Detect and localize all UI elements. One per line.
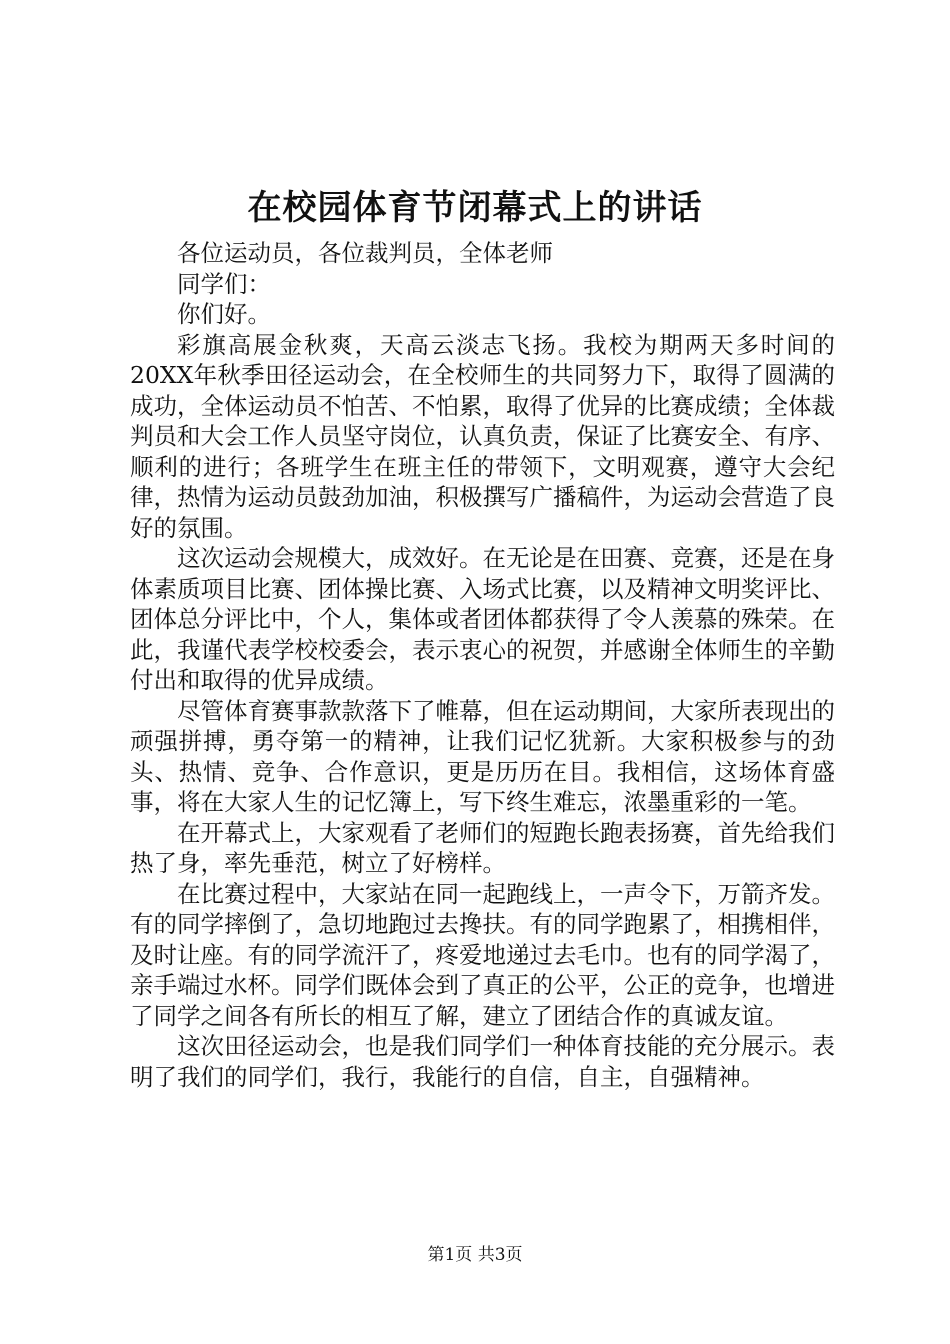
body-paragraph: 彩旗高展金秋爽，天高云淡志飞扬。我校为期两天多时间的20XX年秋季田径运动会，在全校师生的共同努力下，取得了圆满的成功，全体运动员不怕苦、不怕累，取得了优异的比赛成绩；全体裁判员和大会工作人员坚守岗位，认真负责，保证了比赛安全、有序、顺利的进行；各班学生在班主任的带领下，文明观赛，遵守大会纪律，热情为运动员鼓劲加油，积极撰写广播稿件，为运动会营造了良好的氛围。: [130, 330, 835, 542]
document-title: 在校园体育节闭幕式上的讲话: [247, 188, 703, 228]
greeting-line: 你们好。: [177, 300, 271, 328]
body-paragraph: 在比赛过程中，大家站在同一起跑线上，一声令下，万箭齐发。有的同学摔倒了，急切地跑过去搀扶。有的同学跑累了，相携相伴，及时让座。有的同学流汗了，疼爱地递过去毛巾。也有的同学渴了，亲手端过水杯。同学们既体会到了真正的公平，公正的竞争，也增进了同学之间各有所长的相互了解，建立了团结合作的真诚友谊。: [130, 879, 835, 1030]
salutation-line-1: 各位运动员，各位裁判员，全体老师: [177, 239, 553, 267]
salutation-line-2: 同学们：: [177, 269, 271, 298]
body-paragraph: 这次田径运动会，也是我们同学们一种体育技能的充分展示。表明了我们的同学们，我行，我能行的自信，自主，自强精神。: [130, 1032, 835, 1091]
body-paragraph: 尽管体育赛事款款落下了帷幕，但在运动期间，大家所表现出的顽强拼搏，勇夺第一的精神，让我们记忆犹新。大家积极参与的劲头、热情、竞争、合作意识，更是历历在目。我相信，这场体育盛事，将在大家人生的记忆簿上，写下终生难忘，浓墨重彩的一笔。: [130, 696, 835, 816]
body-paragraph: 在开幕式上，大家观看了老师们的短跑长跑表扬赛，首先给我们热了身，率先垂范，树立了好榜样。: [130, 818, 835, 877]
body-paragraph: 这次运动会规模大，成效好。在无论是在田赛、竞赛，还是在身体素质项目比赛、团体操比赛、入场式比赛，以及精神文明奖评比、团体总分评比中，个人，集体或者团体都获得了令人羡慕的殊荣。在此，我谨代表学校校委会，表示衷心的祝贺，并感谢全体师生的辛勤付出和取得的优异成绩。: [130, 544, 835, 694]
document-body: [130, 238, 835, 1092]
page-number-footer: 第1页 共3页: [427, 1245, 523, 1265]
